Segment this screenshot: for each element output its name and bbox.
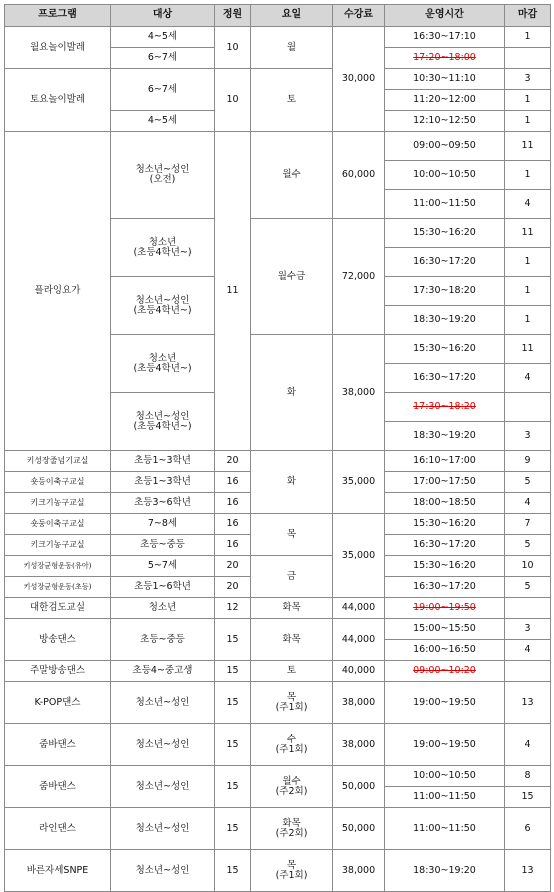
table-cell: 청소년 (초등4학년~) <box>111 219 215 277</box>
table-cell: 숏등이축구교실 <box>5 472 111 493</box>
table-cell: 청소년 <box>111 598 215 619</box>
table-cell: 50,000 <box>333 808 385 850</box>
table-cell: 초등~중등 <box>111 619 215 661</box>
table-cell: 30,000 <box>333 27 385 132</box>
table-cell: 16 <box>215 535 251 556</box>
table-cell: 키성장균형운동(유아) <box>5 556 111 577</box>
table-cell: 09:00~10:20 <box>385 661 505 682</box>
table-cell: 화목 <box>251 598 333 619</box>
table-cell: 방송댄스 <box>5 619 111 661</box>
table-cell: 17:00~17:50 <box>385 472 505 493</box>
table-cell: 35,000 <box>333 451 385 514</box>
table-cell: 72,000 <box>333 219 385 335</box>
table-cell: 16:30~17:20 <box>385 364 505 393</box>
table-cell: 15:30~16:20 <box>385 556 505 577</box>
table-cell: 44,000 <box>333 598 385 619</box>
table-cell: 목 (주1회) <box>251 682 333 724</box>
table-cell: 숏둥이축구교실 <box>5 514 111 535</box>
table-cell: 1 <box>505 277 551 306</box>
table-cell: 화 <box>251 451 333 514</box>
table-cell: 15 <box>215 724 251 766</box>
table-cell: 15:30~16:20 <box>385 514 505 535</box>
table-cell: 12 <box>215 598 251 619</box>
table-cell: 초등4~중고생 <box>111 661 215 682</box>
table-cell: 월요놀이발레 <box>5 27 111 69</box>
table-cell: 15:00~15:50 <box>385 619 505 640</box>
table-cell: 20 <box>215 577 251 598</box>
table-cell: 3 <box>505 69 551 90</box>
table-cell: 토요놀이발레 <box>5 69 111 132</box>
table-cell: 19:00~19:50 <box>385 682 505 724</box>
program-schedule-table <box>4 4 551 892</box>
table-cell: 4~5세 <box>111 27 215 48</box>
table-cell: 화목 (주2회) <box>251 808 333 850</box>
table-cell: 20 <box>215 556 251 577</box>
table-cell: 12:10~12:50 <box>385 111 505 132</box>
table-cell: 44,000 <box>333 619 385 661</box>
table-cell: 플라잉요가 <box>5 132 111 451</box>
table-cell: 4 <box>505 640 551 661</box>
table-cell: 10 <box>505 556 551 577</box>
table-cell: 11:20~12:00 <box>385 90 505 111</box>
table-cell: 토 <box>251 661 333 682</box>
table-cell: 키크기농구교실 <box>5 535 111 556</box>
header-row <box>5 5 551 27</box>
table-cell: 16:10~17:00 <box>385 451 505 472</box>
table-row <box>5 661 551 682</box>
table-cell: 16:00~16:50 <box>385 640 505 661</box>
table-cell: 목 (주1회) <box>251 850 333 892</box>
table-cell: 20 <box>215 451 251 472</box>
header-day: 요일 <box>251 5 333 27</box>
table-cell: 청소년~성인 (초등4학년~) <box>111 277 215 335</box>
header-program: 프로그램 <box>5 5 111 27</box>
table-cell: K-POP댄스 <box>5 682 111 724</box>
table-cell: 토 <box>251 69 333 132</box>
table-cell: 13 <box>505 850 551 892</box>
table-cell: 11:00~11:50 <box>385 787 505 808</box>
table-cell: 청소년~성인 <box>111 682 215 724</box>
table-cell: 화목 <box>251 619 333 661</box>
table-cell: 줌바댄스 <box>5 766 111 808</box>
table-row <box>5 766 551 787</box>
table-cell: 청소년~성인 <box>111 724 215 766</box>
table-cell <box>505 393 551 422</box>
table-cell: 4 <box>505 364 551 393</box>
header-deadline: 마감 <box>505 5 551 27</box>
table-cell: 청소년~성인 <box>111 808 215 850</box>
table-cell: 18:30~19:20 <box>385 422 505 451</box>
table-cell: 청소년~성인 (오전) <box>111 132 215 219</box>
table-cell: 18:30~19:20 <box>385 306 505 335</box>
table-cell: 초등1~3학년 <box>111 472 215 493</box>
table-cell: 8 <box>505 766 551 787</box>
table-cell: 화 <box>251 335 333 451</box>
table-cell: 38,000 <box>333 724 385 766</box>
table-cell: 바른자세SNPE <box>5 850 111 892</box>
table-row <box>5 724 551 745</box>
table-cell: 40,000 <box>333 661 385 682</box>
table-cell: 10 <box>215 69 251 132</box>
table-cell: 15 <box>215 808 251 850</box>
table-cell: 월 <box>251 27 333 69</box>
table-cell: 키성장균형운동(초등) <box>5 577 111 598</box>
table-cell: 키크기농구교실 <box>5 493 111 514</box>
table-cell: 16 <box>215 472 251 493</box>
table-row <box>5 451 551 472</box>
table-cell: 13 <box>505 682 551 724</box>
table-cell: 11 <box>505 219 551 248</box>
table-cell: 3 <box>505 422 551 451</box>
table-cell: 15:30~16:20 <box>385 219 505 248</box>
table-cell: 9 <box>505 451 551 472</box>
table-cell: 09:00~09:50 <box>385 132 505 161</box>
table-cell: 15 <box>215 661 251 682</box>
table-cell: 1 <box>505 27 551 48</box>
table-cell <box>505 661 551 682</box>
table-cell: 60,000 <box>333 132 385 219</box>
table-cell: 대한검도교실 <box>5 598 111 619</box>
table-cell: 6~7세 <box>111 48 215 69</box>
table-cell: 키성장줄넘기교실 <box>5 451 111 472</box>
header-capacity: 정원 <box>215 5 251 27</box>
header-fee: 수강료 <box>333 5 385 27</box>
table-cell: 18:00~18:50 <box>385 493 505 514</box>
table-cell: 5~7세 <box>111 556 215 577</box>
table-cell: 초등3~6학년 <box>111 493 215 514</box>
table-cell: 청소년 (초등4학년~) <box>111 335 215 393</box>
table-cell: 4 <box>505 724 551 766</box>
table-cell: 1 <box>505 111 551 132</box>
table-cell: 11:00~11:50 <box>385 808 505 850</box>
table-cell: 15:30~16:20 <box>385 335 505 364</box>
table-cell: 1 <box>505 161 551 190</box>
table-cell: 월수 <box>251 132 333 219</box>
table-cell: 6~7세 <box>111 69 215 111</box>
table-row <box>5 27 551 48</box>
table-cell: 16:30~17:20 <box>385 248 505 277</box>
table-cell: 16:30~17:20 <box>385 535 505 556</box>
table-cell: 16 <box>215 514 251 535</box>
table-row <box>5 132 551 161</box>
table-cell: 4~5세 <box>111 111 215 132</box>
table-cell: 11 <box>505 132 551 161</box>
table-cell: 수 (주1회) <box>251 724 333 766</box>
table-row <box>5 619 551 640</box>
table-cell: 월수금 <box>251 219 333 335</box>
table-cell: 17:20~18:00 <box>385 48 505 69</box>
table-cell: 청소년~성인 <box>111 850 215 892</box>
table-cell: 6 <box>505 808 551 850</box>
table-cell: 10:00~10:50 <box>385 161 505 190</box>
table-cell: 50,000 <box>333 766 385 808</box>
table-row <box>5 556 551 577</box>
table-cell: 청소년~성인 <box>111 766 215 808</box>
table-row <box>5 682 551 703</box>
table-row <box>5 850 551 871</box>
table-cell: 16 <box>215 493 251 514</box>
table-cell: 19:00~19:50 <box>385 598 505 619</box>
table-cell: 1 <box>505 90 551 111</box>
table-cell: 7 <box>505 514 551 535</box>
table-cell: 5 <box>505 472 551 493</box>
table-row <box>5 808 551 829</box>
table-cell: 10:30~11:10 <box>385 69 505 90</box>
table-cell: 월수 (주2회) <box>251 766 333 808</box>
table-cell: 10 <box>215 27 251 69</box>
table-cell: 라인댄스 <box>5 808 111 850</box>
table-cell: 4 <box>505 190 551 219</box>
table-cell: 초등1~3학년 <box>111 451 215 472</box>
table-cell: 17:30~18:20 <box>385 277 505 306</box>
table-cell: 3 <box>505 619 551 640</box>
table-cell: 15 <box>215 850 251 892</box>
table-cell: 청소년~성인 (초등4학년~) <box>111 393 215 451</box>
table-cell: 11:00~11:50 <box>385 190 505 219</box>
table-cell: 18:30~19:20 <box>385 850 505 892</box>
table-cell: 15 <box>215 682 251 724</box>
table-cell: 38,000 <box>333 850 385 892</box>
table-cell: 38,000 <box>333 335 385 451</box>
header-target: 대상 <box>111 5 215 27</box>
table-cell: 5 <box>505 535 551 556</box>
table-cell: 주말방송댄스 <box>5 661 111 682</box>
table-cell: 35,000 <box>333 514 385 598</box>
table-cell: 19:00~19:50 <box>385 724 505 766</box>
table-cell: 17:30~18:20 <box>385 393 505 422</box>
table-cell: 줌바댄스 <box>5 724 111 766</box>
table-cell: 10:00~10:50 <box>385 766 505 787</box>
schedule-body <box>5 27 551 892</box>
table-cell: 16:30~17:20 <box>385 577 505 598</box>
table-cell: 5 <box>505 577 551 598</box>
header-time: 운영시간 <box>385 5 505 27</box>
table-cell: 목 <box>251 514 333 556</box>
table-cell <box>505 598 551 619</box>
table-cell: 7~8세 <box>111 514 215 535</box>
table-cell: 초등1~6학년 <box>111 577 215 598</box>
table-cell: 4 <box>505 493 551 514</box>
table-cell: 1 <box>505 306 551 335</box>
table-cell: 11 <box>215 132 251 451</box>
table-cell: 15 <box>215 766 251 808</box>
table-cell: 11 <box>505 335 551 364</box>
table-row <box>5 514 551 535</box>
table-cell: 38,000 <box>333 682 385 724</box>
table-row <box>5 69 551 90</box>
table-cell: 초등~중등 <box>111 535 215 556</box>
table-cell: 1 <box>505 248 551 277</box>
table-cell: 15 <box>505 787 551 808</box>
table-row <box>5 598 551 619</box>
table-cell <box>505 48 551 69</box>
table-cell: 15 <box>215 619 251 661</box>
table-cell: 금 <box>251 556 333 598</box>
table-cell: 16:30~17:10 <box>385 27 505 48</box>
